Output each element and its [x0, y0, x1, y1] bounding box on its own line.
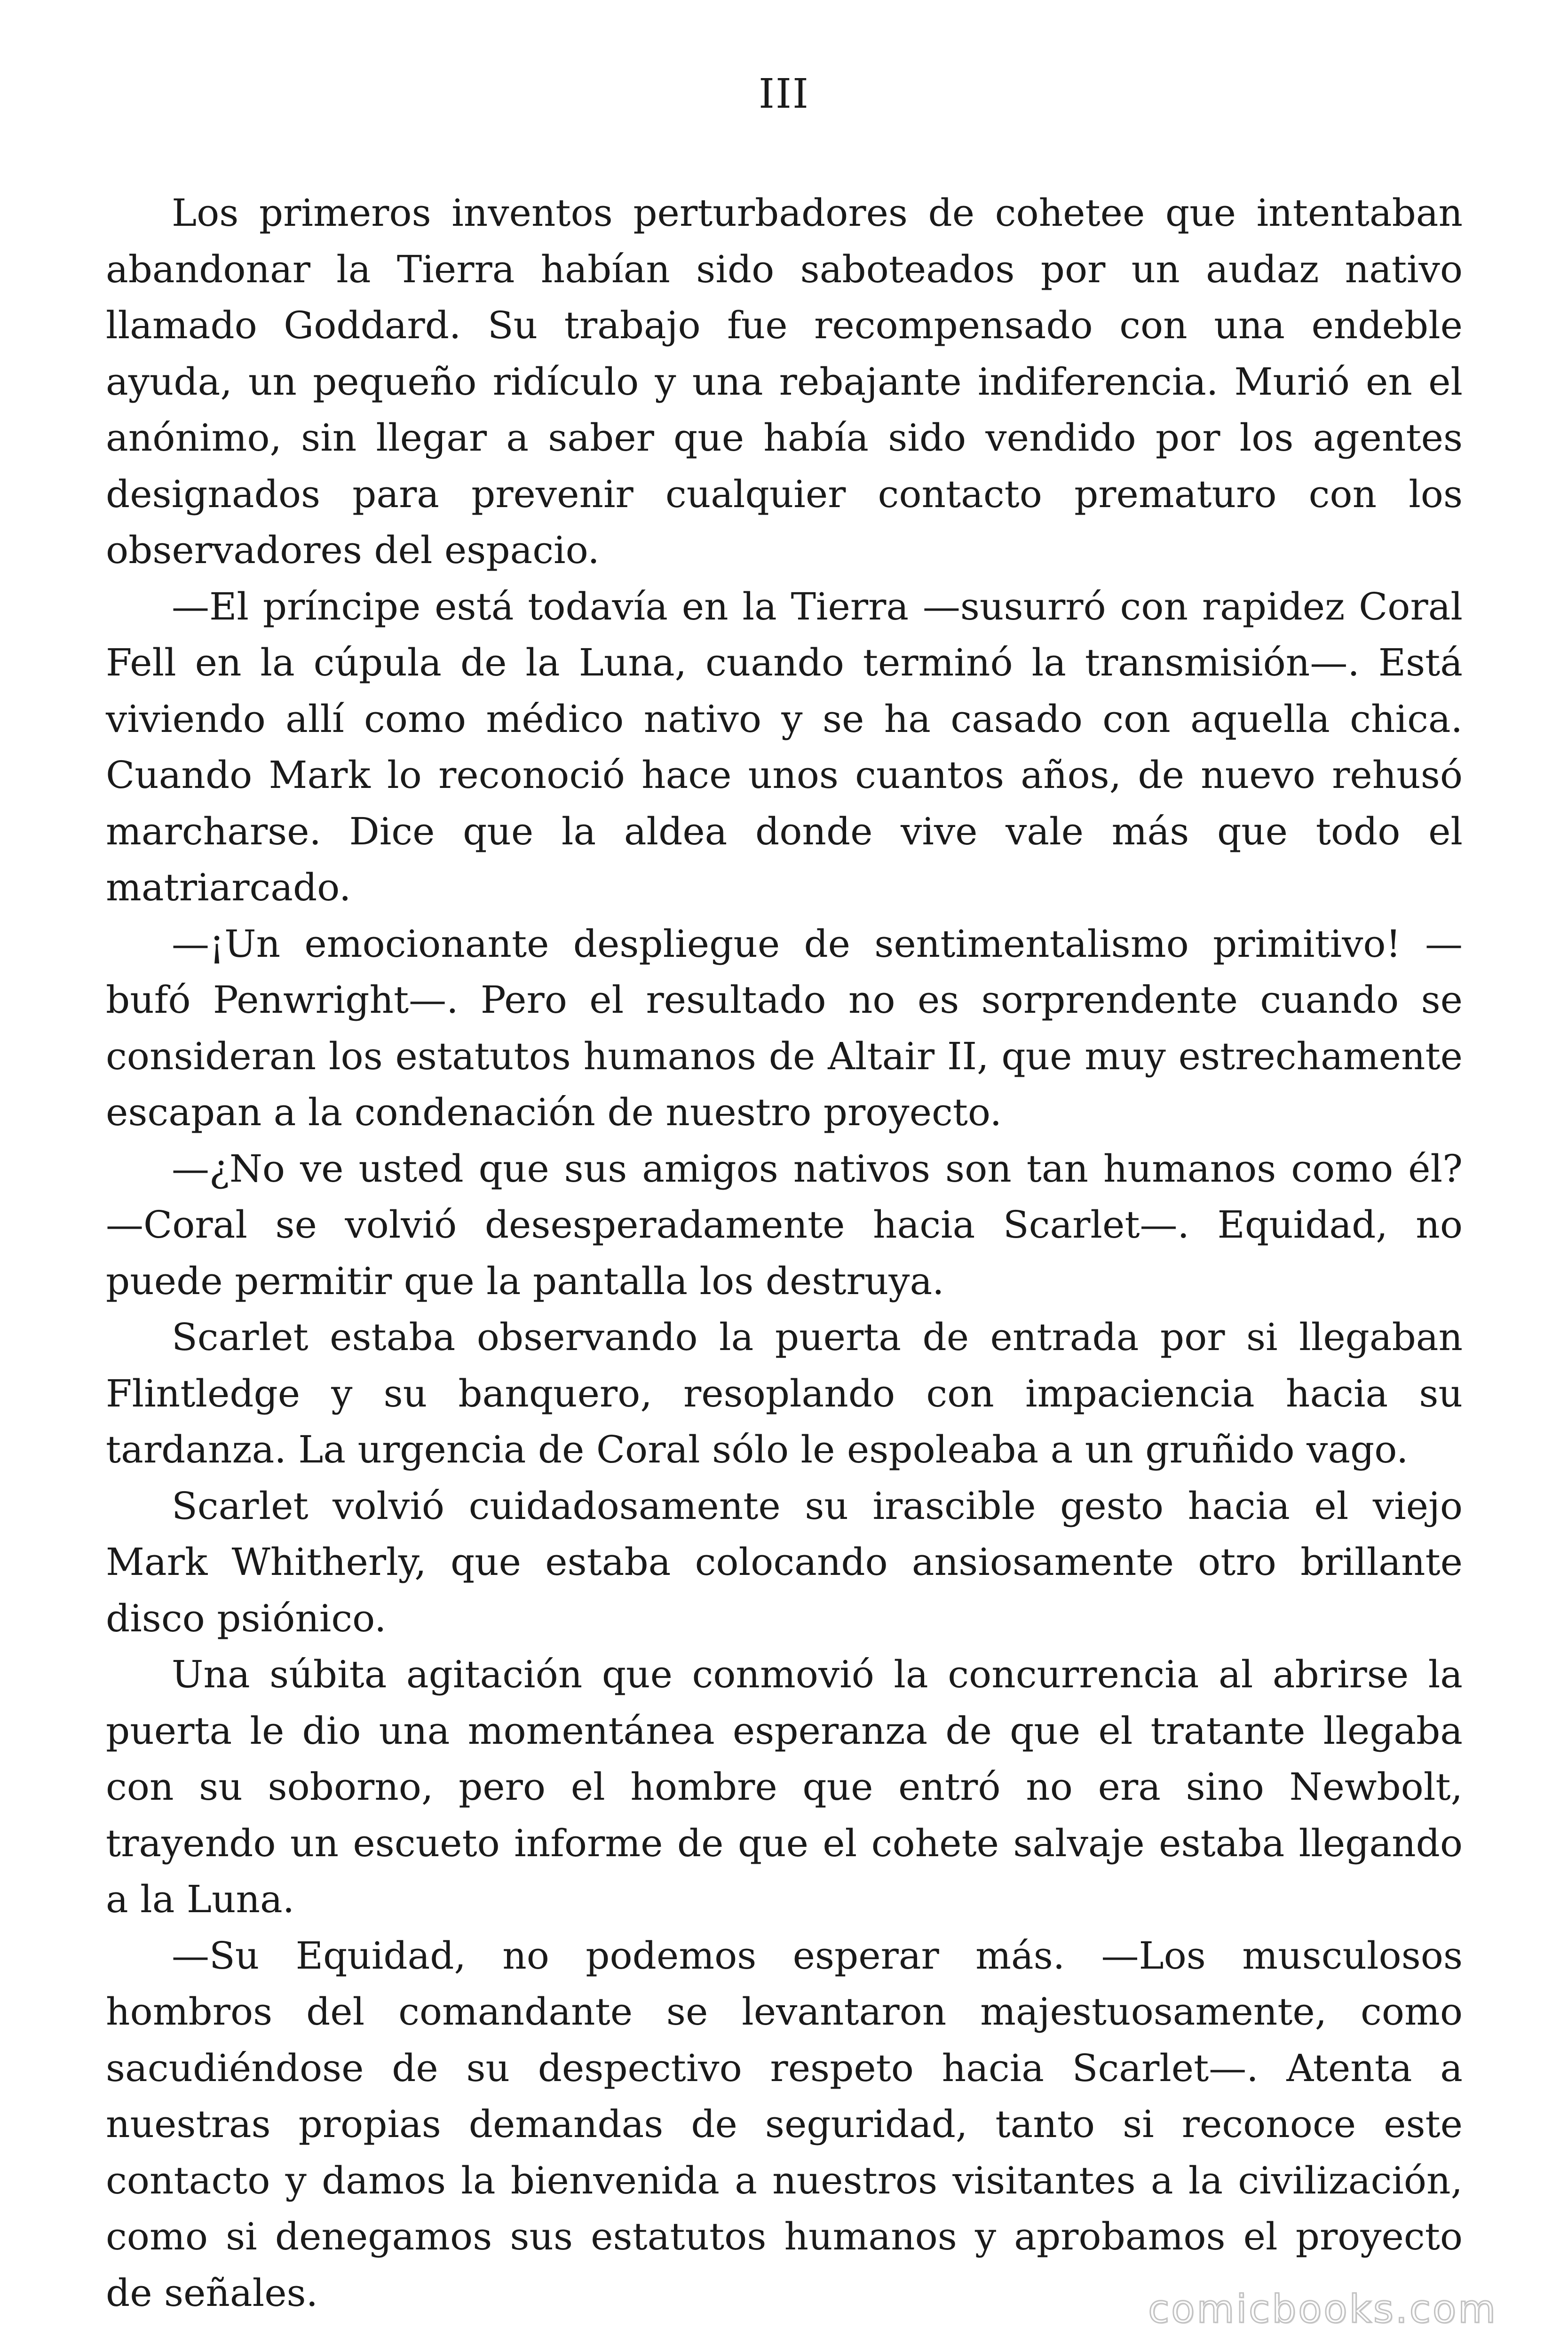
- paragraph: Scarlet volvió cuidadosamente su irascible gesto hacia el viejo Mark Whitherly, que estaba colocando ansiosamente otro brillante disco psiónico.: [106, 1484, 1463, 1640]
- body-text: [106, 185, 1463, 2321]
- paragraph: —¡Un emocionante despliegue de sentimentalismo primitivo! —bufó Penwright—. Pero el resultado no es sorprendente cuando se consideran los estatutos humanos de Altair II, que muy estrechamente escapan a la condenación de nuestro proyecto.: [106, 922, 1463, 1134]
- paragraph: —El príncipe está todavía en la Tierra —susurró con rapidez Coral Fell en la cúpula de la Luna, cuando terminó la transmisión—. Está viviendo allí como médico nativo y se ha casado con aquella chica. Cuando Mark lo reconoció hace unos cuantos años, de nuevo rehusó marcharse. Dice que la aldea donde vive vale más que todo el matriarcado.: [106, 584, 1463, 909]
- paragraph: Los primeros inventos perturbadores de cohetee que intentaban abandonar la Tierra habían sido saboteados por un audaz nativo llamado Goddard. Su trabajo fue recompensado con una endeble ayuda, un pequeño ridículo y una rebajante indiferencia. Murió en el anónimo, sin llegar a saber que había sido vendido por los agentes designados para prevenir cualquier contacto prematuro con los observadores del espacio.: [106, 191, 1463, 572]
- paragraph: Scarlet estaba observando la puerta de entrada por si llegaban Flintledge y su banquero, resoplando con impaciencia hacia su tardanza. La urgencia de Coral sólo le espoleaba a un gruñido vago.: [106, 1315, 1463, 1471]
- chapter-heading: III: [759, 71, 809, 118]
- paragraph: —Su Equidad, no podemos esperar más. —Los musculosos hombros del comandante se levantaron majestuosamente, como sacudiéndose de su despectivo respeto hacia Scarlet—. Atenta a nuestras propias demandas de seguridad, tanto si reconoce este contacto y damos la bienvenida a nuestros visitantes a la civilización, como si denegamos sus estatutos humanos y aprobamos el proyecto de señales.: [106, 1933, 1463, 2315]
- watermark: comicbooks.com: [1148, 2287, 1497, 2332]
- paragraph: —¿No ve usted que sus amigos nativos son tan humanos como él? —Coral se volvió desesperadamente hacia Scarlet—. Equidad, no puede permitir que la pantalla los destruya.: [106, 1146, 1463, 1303]
- paragraph: Una súbita agitación que conmovió la concurrencia al abrirse la puerta le dio una momentánea esperanza de que el tratante llegaba con su soborno, pero el hombre que entró no era sino Newbolt, trayendo un escueto informe de que el cohete salvaje estaba llegando a la Luna.: [106, 1653, 1463, 1921]
